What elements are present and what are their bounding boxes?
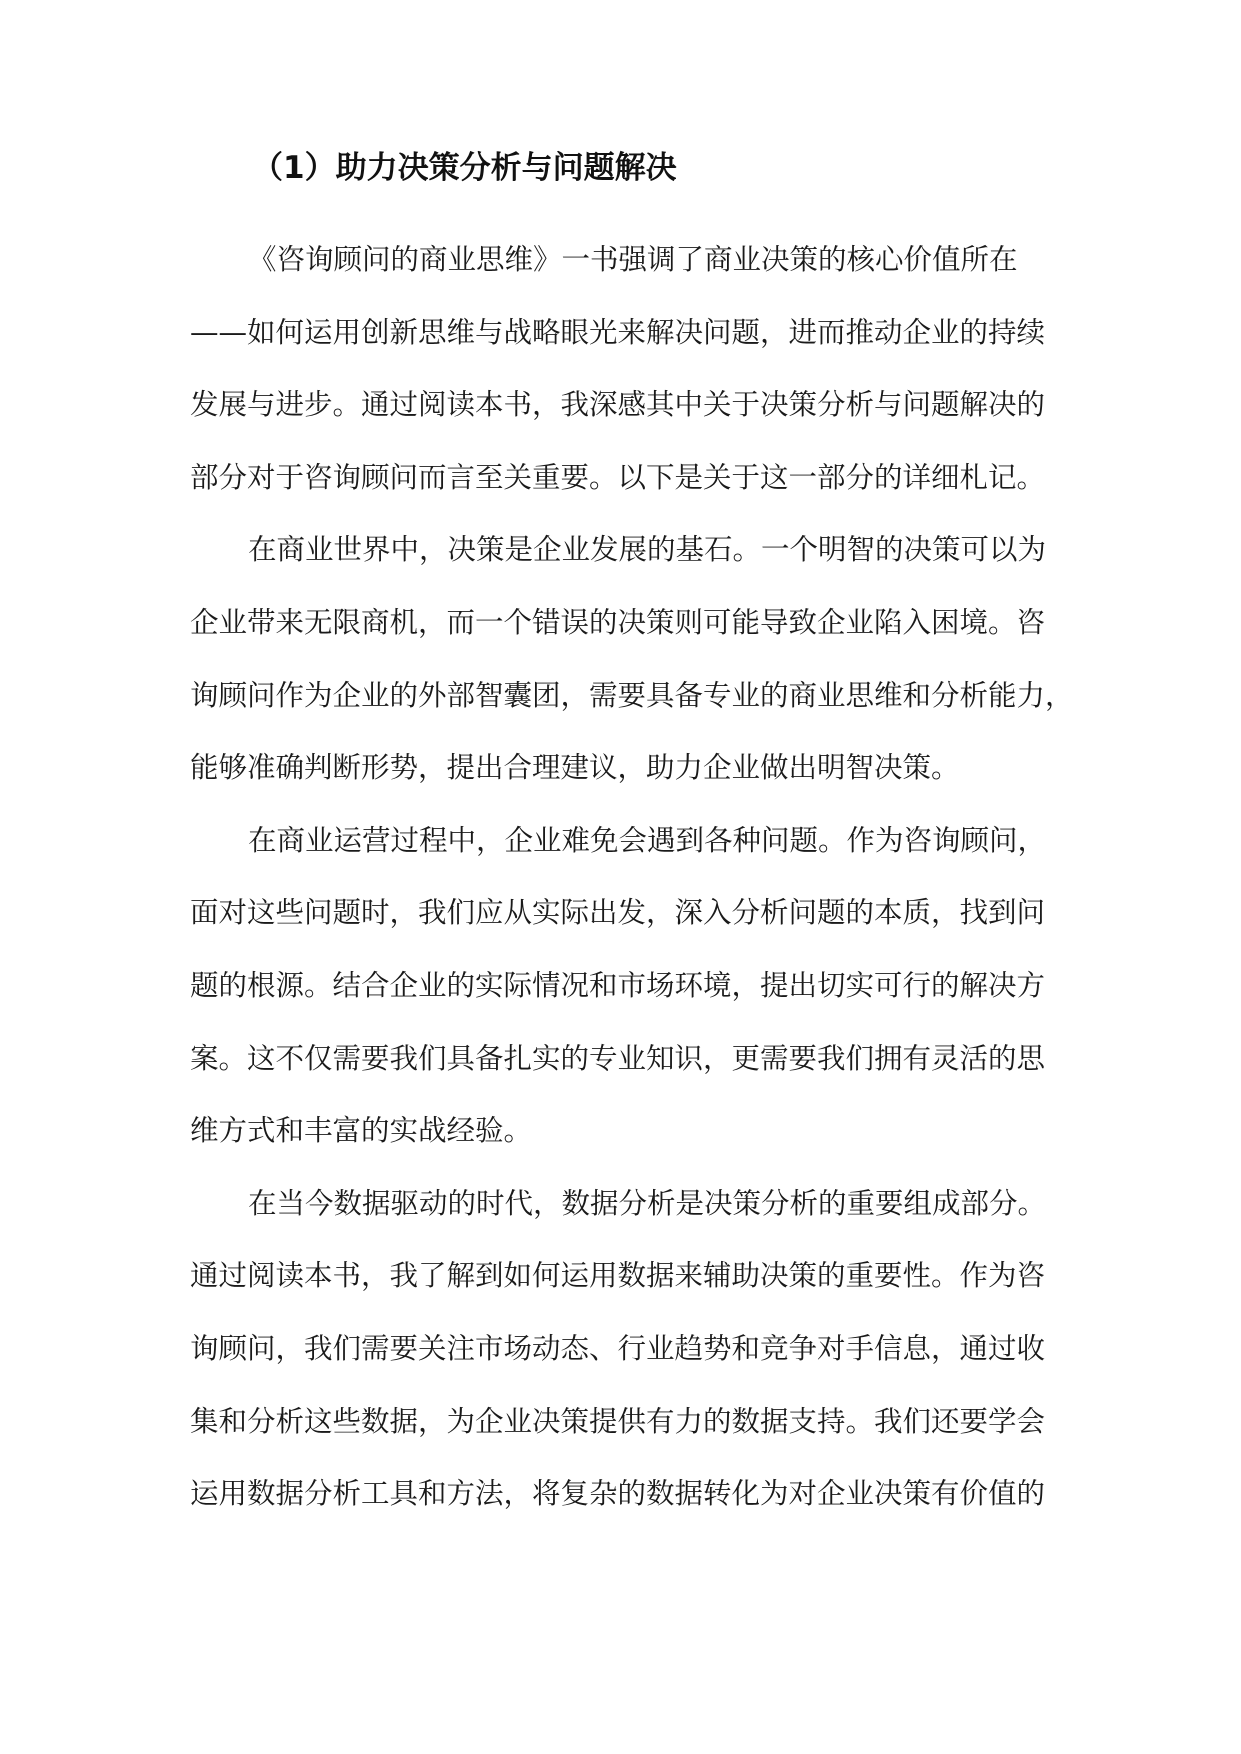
text-line: 发展与进步。通过阅读本书，我深感其中关于决策分析与问题解决的: [190, 388, 1046, 422]
text-line: 《咨询顾问的商业思维》一书强调了商业决策的核心价值所在: [248, 243, 1018, 276]
section-heading: （1）助力决策分析与问题解决: [252, 150, 677, 186]
text-line: 部分对于咨询顾问而言至关重要。以下是关于这一部分的详细札记。: [190, 460, 1046, 494]
text-line: 案。这不仅需要我们具备扎实的专业知识，更需要我们拥有灵活的思: [190, 1041, 1046, 1075]
text-line: 在商业运营过程中，企业难免会遇到各种问题。作为咨询顾问，: [248, 823, 1047, 857]
text-line: 在商业世界中，决策是企业发展的基石。一个明智的决策可以为: [248, 533, 1047, 567]
text-line: 集和分析这些数据，为企业决策提供有力的数据支持。我们还要学会: [190, 1404, 1046, 1438]
text-line: 询顾问，我们需要关注市场动态、行业趋势和竞争对手信息，通过收: [190, 1331, 1046, 1365]
body-text: [190, 224, 1074, 1531]
text-line: 能够准确判断形势，提出合理建议，助力企业做出明智决策。: [190, 751, 960, 785]
text-line: 面对这些问题时，我们应从实际出发，深入分析问题的本质，找到问: [190, 896, 1046, 930]
text-line: 通过阅读本书，我了解到如何运用数据来辅助决策的重要性。作为咨: [190, 1259, 1046, 1293]
text-line: 运用数据分析工具和方法，将复杂的数据转化为对企业决策有价值的: [190, 1477, 1046, 1511]
text-line: 企业带来无限商机，而一个错误的决策则可能导致企业陷入困境。咨: [190, 605, 1046, 639]
text-line: 题的根源。结合企业的实际情况和市场环境，提出切实可行的解决方: [190, 968, 1046, 1002]
text-line: 询顾问作为企业的外部智囊团，需要具备专业的商业思维和分析能力，: [190, 678, 1074, 712]
text-line: 在当今数据驱动的时代，数据分析是决策分析的重要组成部分。: [248, 1186, 1047, 1220]
text-line: ——如何运用创新思维与战略眼光来解决问题，进而推动企业的持续: [190, 315, 1046, 349]
text-line: 维方式和丰富的实战经验。: [190, 1114, 533, 1148]
